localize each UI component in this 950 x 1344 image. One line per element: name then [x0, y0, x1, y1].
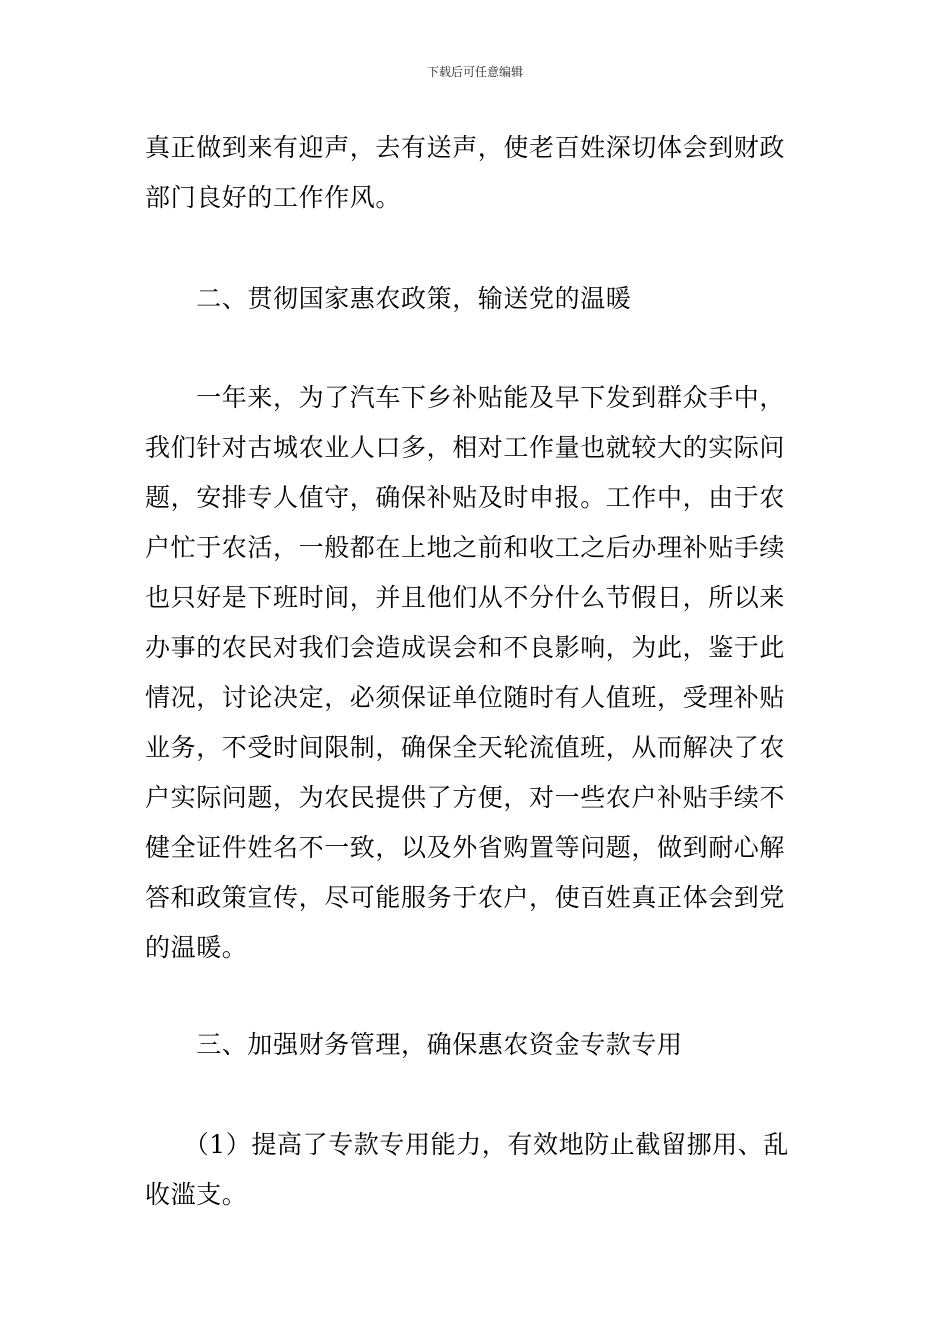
paragraph-continuation	[145, 123, 807, 223]
text-line: 情况，讨论决定，必须保证单位随时有人值班，受理补贴	[145, 683, 786, 712]
text-line: 题，安排专人值守，确保补贴及时申报。工作中，由于农	[145, 483, 786, 512]
heading-line: 二、贯彻国家惠农政策，输送党的温暖	[145, 284, 632, 313]
text-line: 收滥支。	[145, 1180, 248, 1209]
text-line: 的温暖。	[145, 933, 248, 962]
paragraph-item-1	[145, 1120, 807, 1220]
heading-line: 三、加强财务管理，确保惠农资金专款专用	[145, 1030, 683, 1059]
paragraph-policy	[145, 373, 807, 973]
text-line: 也只好是下班时间，并且他们从不分什么节假日，所以来	[145, 583, 786, 612]
text-line: 答和政策宣传，尽可能服务于农户，使百姓真正体会到党	[145, 883, 786, 912]
text-line: 真正做到来有迎声，去有送声，使老百姓深切体会到财政	[145, 133, 786, 162]
page-header: 下载后可任意编辑	[426, 65, 523, 79]
text-line: 户实际问题，为农民提供了方便，对一些农户补贴手续不	[145, 783, 786, 812]
text-line: （1）提高了专款专用能力，有效地防止截留挪用、乱	[145, 1130, 790, 1159]
text-line: 办事的农民对我们会造成误会和不良影响，为此，鉴于此	[145, 633, 786, 662]
section-heading-3	[145, 1020, 807, 1070]
text-line: 业务，不受时间限制，确保全天轮流值班，从而解决了农	[145, 733, 786, 762]
text-line: 健全证件姓名不一致，以及外省购置等问题，做到耐心解	[145, 833, 786, 862]
text-line: 部门良好的工作作风。	[145, 183, 402, 212]
text-line: 一年来，为了汽车下乡补贴能及早下发到群众手中，	[145, 383, 786, 412]
text-line: 我们针对古城农业人口多，相对工作量也就较大的实际问	[145, 433, 786, 462]
text-line: 户忙于农活，一般都在上地之前和收工之后办理补贴手续	[145, 533, 786, 562]
section-heading-2	[145, 274, 807, 324]
